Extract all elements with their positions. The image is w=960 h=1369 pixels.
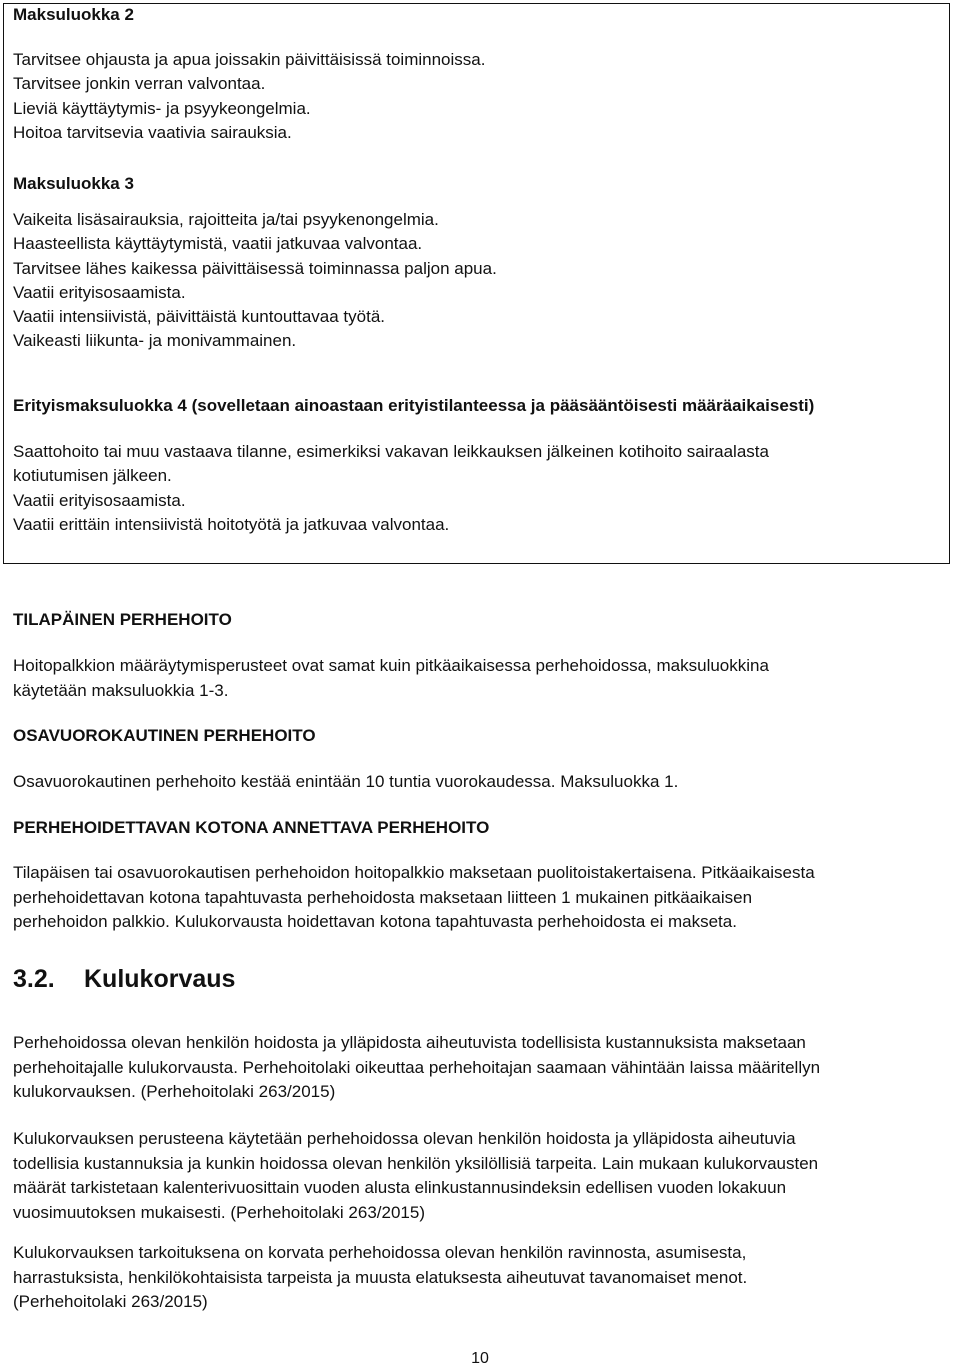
kulukorvaus-paragraph-1 xyxy=(13,1031,820,1105)
text-line: perhehoitajalle kulukorvausta. Perhehoitolaki oikeuttaa perhehoitajan saamaan vähintään laissa määritellyn xyxy=(13,1057,821,1077)
maksuluokka-3-heading: Maksuluokka 3 xyxy=(13,174,134,193)
text-line: perhehoidettavan kotona tapahtuvasta perhehoidosta maksetaan liitteen 1 mukainen pitkäaikaisen xyxy=(13,887,753,907)
text-line: vuosimuutoksen mukaisesti. (Perhehoitolaki 263/2015) xyxy=(13,1202,426,1222)
text-line: harrastuksista, henkilökohtaisista tarpeista ja muusta elatuksesta aiheutuvat tavanomaiset menot. xyxy=(13,1267,748,1287)
list-item: Vaatii erittäin intensiivistä hoitotyötä ja jatkuvaa valvontaa. xyxy=(13,514,450,534)
text-line: käytetään maksuluokkia 1-3. xyxy=(13,680,229,700)
maksuluokka-2-heading: Maksuluokka 2 xyxy=(13,5,134,24)
list-item: Vaatii erityisosaamista. xyxy=(13,490,186,510)
section-title: Kulukorvaus xyxy=(84,965,236,993)
section-heading-kulukorvaus xyxy=(13,962,235,996)
text-line: määrät tarkistetaan kalenterivuosittain vuoden alusta elinkustannusindeksin edellisen vuoden lokakuun xyxy=(13,1178,787,1197)
maksuluokka-3-list xyxy=(13,208,497,354)
text-line: kulukorvauksen. (Perhehoitolaki 263/2015) xyxy=(13,1082,336,1101)
text-line: (Perhehoitolaki 263/2015) xyxy=(13,1292,208,1311)
list-item: Tarvitsee ohjausta ja apua joissakin päivittäisissä toiminnoissa. xyxy=(13,50,486,69)
kulukorvaus-paragraph-3 xyxy=(13,1241,747,1315)
list-item: Tarvitsee lähes kaikessa päivittäisessä toiminnassa paljon apua. xyxy=(13,258,497,278)
text-line: Tilapäisen tai osavuorokautisen perhehoidon hoitopalkkio maksetaan puolitoistakertaisena. Pitkäaikaisesta xyxy=(13,863,815,882)
list-item: Vaatii intensiivistä, päivittäistä kuntouttavaa työtä. xyxy=(13,307,385,327)
list-item: Vaikeita lisäsairauksia, rajoitteita ja/tai psyykenongelmia. xyxy=(13,210,439,229)
kotona-annettava-perhehoito-text xyxy=(13,861,815,935)
osavuorokautinen-perhehoito-heading: OSAVUOROKAUTINEN PERHEHOITO xyxy=(13,726,316,745)
page-number: 10 xyxy=(471,1350,489,1367)
list-item: Lieviä käyttäytymis- ja psyykeongelmia. xyxy=(13,98,311,118)
section-number: 3.2. xyxy=(13,965,55,993)
maksuluokka-2-list xyxy=(13,48,485,145)
kulukorvaus-paragraph-2 xyxy=(13,1127,818,1225)
list-item: Hoitoa tarvitsevia vaativia sairauksia. xyxy=(13,122,292,142)
text-line: Kulukorvauksen tarkoituksena on korvata perhehoidossa olevan henkilön ravinnosta, asumisesta, xyxy=(13,1243,747,1262)
text-line: Kulukorvauksen perusteena käytetään perhehoidossa olevan henkilön hoidosta ja ylläpidosta aiheutuvia xyxy=(13,1129,796,1148)
list-item: Vaatii erityisosaamista. xyxy=(13,282,186,302)
text-line: todellisia kustannuksia ja kunkin hoidossa olevan henkilön yksilöllisiä tarpeita. Lain mukaan kulukorvausten xyxy=(13,1153,819,1173)
erityismaksuluokka-4-list xyxy=(13,440,769,537)
list-item: Saattohoito tai muu vastaava tilanne, esimerkiksi vakavan leikkauksen jälkeinen kotihoito sairaalasta xyxy=(13,442,769,461)
list-item: Vaikeasti liikunta- ja monivammainen. xyxy=(13,331,297,351)
kotona-annettava-perhehoito-heading: PERHEHOIDETTAVAN KOTONA ANNETTAVA PERHEHOITO xyxy=(13,818,490,837)
text-line: Hoitopalkkion määräytymisperusteet ovat samat kuin pitkäaikaisessa perhehoidossa, maksuluokkina xyxy=(13,656,769,675)
tilapainen-perhehoito-heading: TILAPÄINEN PERHEHOITO xyxy=(13,610,232,629)
list-item: Tarvitsee jonkin verran valvontaa. xyxy=(13,74,266,94)
text-line: perhehoidon palkkio. Kulukorvausta hoidettavan kotona tapahtuvasta perhehoidosta ei makseta. xyxy=(13,912,737,931)
osavuorokautinen-perhehoito-text: Osavuorokautinen perhehoito kestää enintään 10 tuntia vuorokaudessa. Maksuluokka 1. xyxy=(13,772,679,791)
tilapainen-perhehoito-text xyxy=(13,654,769,703)
erityismaksuluokka-4-heading: Erityismaksuluokka 4 (sovelletaan ainoastaan erityistilanteessa ja pääsääntöisesti määräaikaisesti) xyxy=(13,396,815,415)
text-line: Perhehoidossa olevan henkilön hoidosta ja ylläpidosta aiheutuvista todellisista kustannuksista maksetaan xyxy=(13,1033,806,1052)
list-item: kotiutumisen jälkeen. xyxy=(13,466,172,486)
list-item: Haasteellista käyttäytymistä, vaatii jatkuvaa valvontaa. xyxy=(13,234,423,254)
